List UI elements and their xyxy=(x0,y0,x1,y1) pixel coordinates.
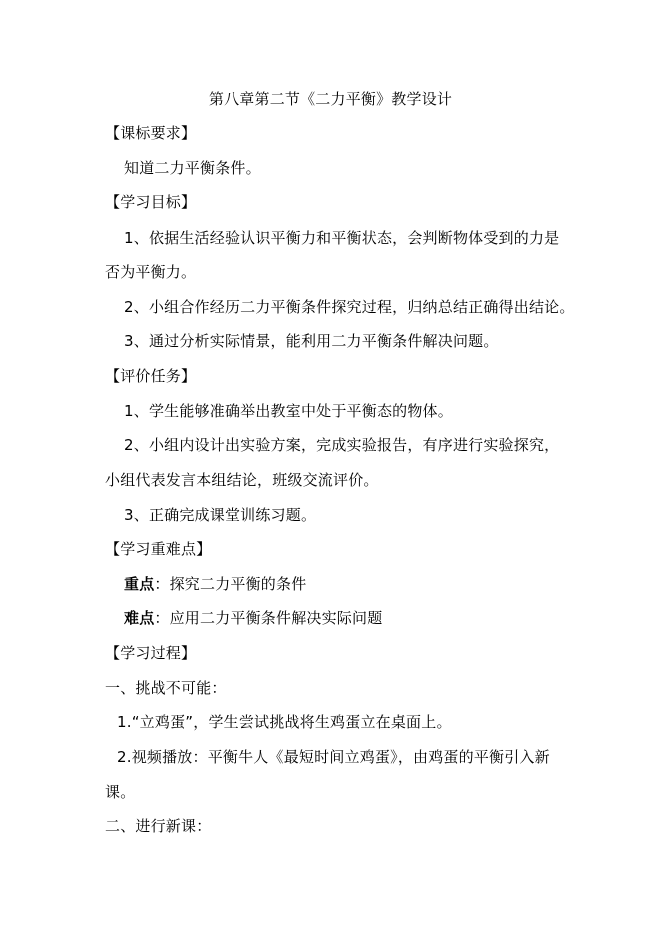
objective-item-1-line-2: 否为平衡力。 xyxy=(105,263,197,281)
objective-item-1-line-1: 1、依据生活经验认识平衡力和平衡状态，会判断物体受到的力是 xyxy=(124,229,560,247)
difficult-point-text: ：应用二力平衡条件解决实际问题 xyxy=(154,609,383,627)
objective-item-2: 2、小组合作经历二力平衡条件探究过程，归纳总结正确得出结论。 xyxy=(124,298,575,316)
objective-item-3: 3、通过分析实际情景，能利用二力平衡条件解决问题。 xyxy=(124,332,499,350)
key-points-heading: 【学习重难点】 xyxy=(105,540,212,558)
process-heading: 【学习过程】 xyxy=(105,644,197,662)
document-title: 第八章第二节《二力平衡》教学设计 xyxy=(208,90,453,108)
difficult-point-label: 难点 xyxy=(124,609,155,627)
process-part-1: 一、挑战不可能： xyxy=(105,679,227,697)
evaluation-item-1: 1、学生能够准确举出教室中处于平衡态的物体。 xyxy=(124,402,453,420)
evaluation-item-2-line-2: 小组代表发言本组结论，班级交流评价。 xyxy=(105,471,379,489)
process-part-2: 二、进行新课： xyxy=(105,817,212,835)
evaluation-heading: 【评价任务】 xyxy=(105,367,197,385)
process-step-2-line-2: 课。 xyxy=(105,783,136,801)
curriculum-heading: 【课标要求】 xyxy=(105,124,197,142)
curriculum-text: 知道二力平衡条件。 xyxy=(124,159,261,177)
difficult-point-row xyxy=(124,608,382,628)
process-step-1: 1.“立鸡蛋”，学生尝试挑战将生鸡蛋立在桌面上。 xyxy=(117,713,452,731)
process-step-2-line-1: 2.视频播放：平衡牛人《最短时间立鸡蛋》，由鸡蛋的平衡引入新 xyxy=(117,748,550,766)
evaluation-item-3: 3、正确完成课堂训练习题。 xyxy=(124,506,317,524)
key-point-label: 重点 xyxy=(124,575,155,593)
key-point-row xyxy=(124,574,306,594)
objectives-heading: 【学习目标】 xyxy=(105,193,197,211)
key-point-text: ：探究二力平衡的条件 xyxy=(154,575,307,593)
evaluation-item-2-line-1: 2、小组内设计出实验方案，完成实验报告，有序进行实验探究， xyxy=(124,436,560,454)
